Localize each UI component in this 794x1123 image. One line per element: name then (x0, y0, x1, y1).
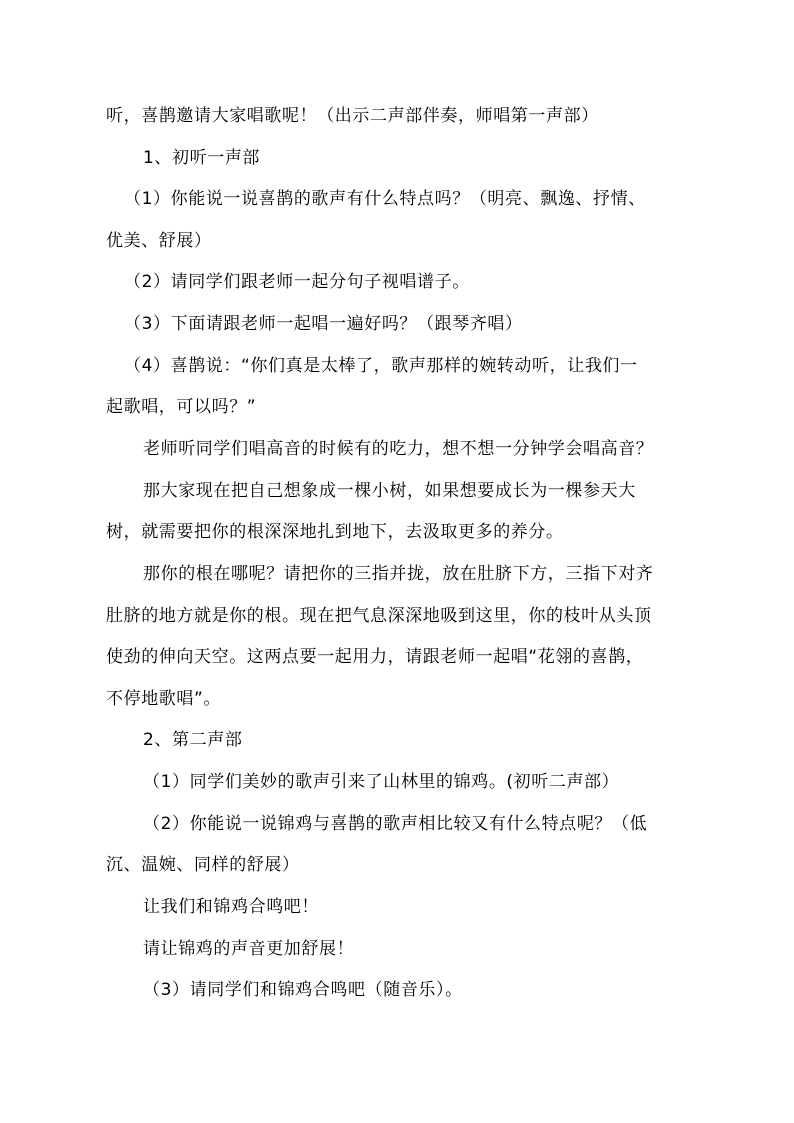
text-line: 起歌唱，可以吗？” (106, 397, 257, 417)
text-line: 听，喜鹊邀请大家唱歌呢！（出示二声部伴奏，师唱第一声部） (106, 106, 599, 126)
text-line: 那大家现在把自己想象成一棵小树，如果想要成长为一棵参天大 (143, 481, 636, 501)
text-line: （3）请同学们和锦鸡合鸣吧（随音乐）。 (143, 980, 463, 1000)
text-line: （2）你能说一说锦鸡与喜鹊的歌声相比较又有什么特点呢？（低 (143, 814, 648, 834)
text-line: 使劲的伸向天空。这两点要一起用力，请跟老师一起唱“花翎的喜鹊， (106, 647, 644, 667)
text-line: （1）你能说一说喜鹊的歌声有什么特点吗？（明亮、飘逸、抒情、 (124, 189, 646, 209)
text-line: （2）请同学们跟老师一起分句子视唱谱子。 (124, 272, 470, 292)
text-line: （1）同学们美妙的歌声引来了山林里的锦鸡。(初听二声部） (143, 772, 620, 792)
section-heading: 2、第二声部 (143, 730, 243, 750)
text-line: 树，就需要把你的根深深地扎到地下，去汲取更多的养分。 (106, 522, 564, 542)
text-line: （3）下面请跟老师一起唱一遍好吗？（跟琴齐唱） (124, 314, 523, 334)
text-line: 那你的根在哪呢？请把你的三指并拢，放在肚脐下方，三指下对齐 (143, 564, 654, 584)
text-line: 请让锦鸡的声音更加舒展！ (143, 939, 355, 959)
section-heading: 1、初听一声部 (143, 148, 261, 168)
text-line: 让我们和锦鸡合鸣吧！ (143, 897, 319, 917)
text-line: 老师听同学们唱高音的时候有的吃力，想不想一分钟学会唱高音？ (143, 439, 654, 459)
text-line: 优美、舒展） (106, 231, 212, 251)
text-line: 肚脐的地方就是你的根。现在把气息深深地吸到这里，你的枝叶从头顶 (106, 606, 652, 626)
text-line: 不停地歌唱”。 (106, 689, 222, 709)
text-line: 沉、温婉、同样的舒展） (106, 855, 300, 875)
text-line: （4）喜鹊说：“你们真是太棒了，歌声那样的婉转动听，让我们一 (124, 356, 638, 376)
